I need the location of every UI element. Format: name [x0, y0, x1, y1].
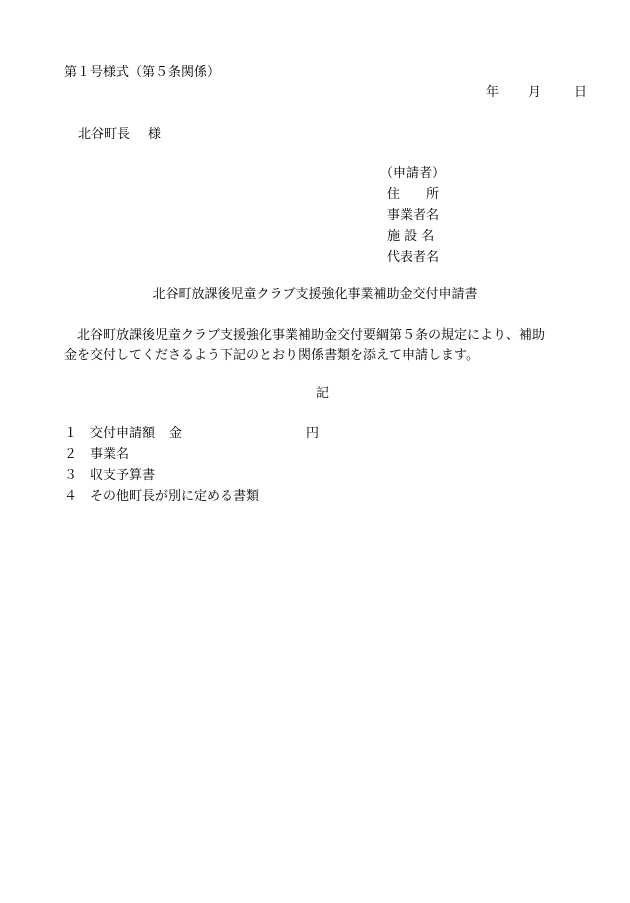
item-label: 事業名 [90, 447, 130, 462]
list-item [64, 447, 319, 468]
applicant-address-label: 住 所 [387, 187, 440, 202]
date-year-label: 年 [486, 85, 500, 100]
document-title: 北谷町放課後児童クラブ支援強化事業補助金交付申請書 [152, 287, 478, 302]
item-label: その他町長が別に定める書類 [90, 489, 260, 504]
amount-unit: 円 [306, 426, 320, 441]
body-text [64, 326, 584, 366]
addressee [78, 127, 161, 143]
addressee-honorific: 様 [148, 127, 162, 142]
applicant-heading: （申請者） [380, 166, 446, 181]
list-item [64, 426, 319, 447]
ki-heading: 記 [315, 386, 329, 401]
item-number: ４ [64, 489, 78, 504]
addressee-name: 北谷町長 [78, 127, 131, 142]
item-number: ３ [64, 468, 78, 483]
body-line-1: 北谷町放課後児童クラブ支援強化事業補助金交付要綱第５条の規定により、補助 [77, 328, 546, 343]
date-day-label: 日 [574, 85, 588, 100]
item-label: 交付申請額 [90, 426, 156, 441]
item-label: 収支予算書 [90, 468, 156, 483]
list-item [64, 489, 319, 510]
applicant-facility-name-label: 施 設 名 [387, 229, 435, 244]
amount-prefix: 金 [169, 426, 183, 441]
item-number: １ [64, 426, 78, 441]
applicant-representative-label: 代表者名 [387, 250, 440, 265]
form-number: 第１号様式（第５条関係） [64, 65, 221, 80]
applicant-business-name-label: 事業者名 [387, 208, 440, 223]
list-item [64, 468, 319, 489]
item-number: ２ [64, 447, 78, 462]
date-line [486, 85, 587, 101]
date-month-label: 月 [528, 85, 542, 100]
applicant-block [380, 166, 445, 271]
item-list [64, 426, 319, 510]
body-line-2: 金を交付してくださるよう下記のとおり関係書類を添えて申請します。 [64, 348, 479, 363]
